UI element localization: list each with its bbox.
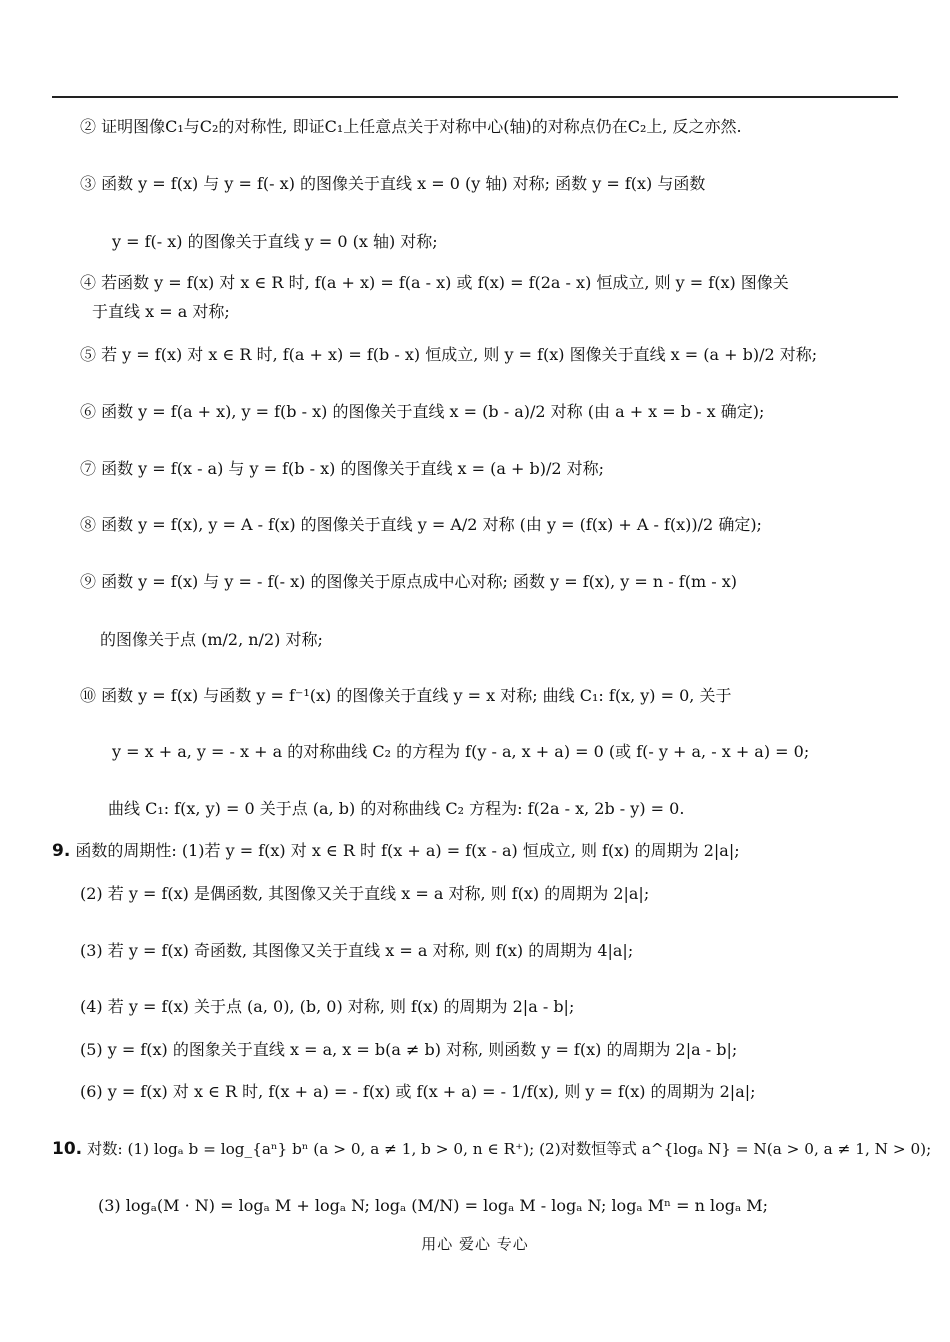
line-symmetry-3: ③ 函数 y = f(x) 与 y = f(- x) 的图像关于直线 x = 0 (y 轴) 对称; 函数 y = f(x) 与函数: [80, 174, 706, 193]
line-symmetry-10-curve: 曲线 C₁: f(x, y) = 0 关于点 (a, b) 的对称曲线 C₂ 方程为: f(2a - x, 2b - y) = 0.: [108, 799, 685, 818]
line-symmetry-6: ⑥ 函数 y = f(a + x), y = f(b - x) 的图像关于直线 x = (b - a)/2 对称 (由 a + x = b - x 确定);: [80, 402, 765, 421]
footer-motto: 用心 爱心 专心: [421, 1235, 529, 1253]
line-symmetry-4-cont: 于直线 x = a 对称;: [92, 302, 230, 321]
line-period-6: (6) y = f(x) 对 x ∈ R 时, f(x + a) = - f(x) 或 f(x + a) = - 1/f(x), 则 y = f(x) 的周期为 2|a|;: [80, 1082, 756, 1101]
line-symmetry-5: ⑤ 若 y = f(x) 对 x ∈ R 时, f(a + x) = f(b - x) 恒成立, 则 y = f(x) 图像关于直线 x = (a + b)/2 对称;: [80, 345, 818, 364]
line-symmetry-10-cont: y = x + a, y = - x + a 的对称曲线 C₂ 的方程为 f(y - a, x + a) = 0 (或 f(- y + a, - x + a) = 0;: [112, 742, 810, 761]
section-10-text: 对数: (1) logₐ b = log_{aⁿ} bⁿ (a > 0, a ≠ 1, b > 0, n ∈ R⁺); (2)对数恒等式 a^{logₐ N} = N(a > 0, a ≠ 1, N > 0);: [86, 1140, 932, 1158]
line-symmetry-8: ⑧ 函数 y = f(x), y = A - f(x) 的图像关于直线 y = A/2 对称 (由 y = (f(x) + A - f(x))/2 确定);: [80, 515, 762, 534]
line-log-3: (3) logₐ(M · N) = logₐ M + logₐ N; logₐ (M/N) = logₐ M - logₐ N; logₐ Mⁿ = n logₐ M;: [98, 1196, 768, 1215]
line-symmetry-10: ⑩ 函数 y = f(x) 与函数 y = f⁻¹(x) 的图像关于直线 y = x 对称; 曲线 C₁: f(x, y) = 0, 关于: [80, 686, 732, 705]
line-period-3: (3) 若 y = f(x) 奇函数, 其图像又关于直线 x = a 对称, 则 f(x) 的周期为 4|a|;: [80, 941, 634, 960]
line-symmetry-2: ② 证明图像C₁与C₂的对称性, 即证C₁上任意点关于对称中心(轴)的对称点仍在C₂上, 反之亦然.: [80, 117, 742, 136]
section-9-text: 函数的周期性: (1)若 y = f(x) 对 x ∈ R 时 f(x + a) = f(x - a) 恒成立, 则 f(x) 的周期为 2|a|;: [75, 841, 740, 860]
line-symmetry-9-cont: 的图像关于点 (m/2, n/2) 对称;: [100, 630, 323, 649]
section-10-number: 10.: [52, 1139, 83, 1159]
line-period-2: (2) 若 y = f(x) 是偶函数, 其图像又关于直线 x = a 对称, 则 f(x) 的周期为 2|a|;: [80, 884, 650, 903]
line-symmetry-4: ④ 若函数 y = f(x) 对 x ∈ R 时, f(a + x) = f(a - x) 或 f(x) = f(2a - x) 恒成立, 则 y = f(x) 图像关: [80, 273, 789, 292]
section-10-heading: [52, 1138, 931, 1160]
line-symmetry-3-cont: y = f(- x) 的图像关于直线 y = 0 (x 轴) 对称;: [112, 232, 438, 251]
line-period-4: (4) 若 y = f(x) 关于点 (a, 0), (b, 0) 对称, 则 f(x) 的周期为 2|a - b|;: [80, 997, 575, 1016]
section-9-number: 9.: [52, 841, 71, 861]
section-9-heading: [52, 840, 740, 862]
top-rule: [52, 96, 898, 98]
line-symmetry-9: ⑨ 函数 y = f(x) 与 y = - f(- x) 的图像关于原点成中心对称; 函数 y = f(x), y = n - f(m - x): [80, 572, 737, 591]
line-period-5: (5) y = f(x) 的图象关于直线 x = a, x = b(a ≠ b) 对称, 则函数 y = f(x) 的周期为 2|a - b|;: [80, 1040, 738, 1059]
line-symmetry-7: ⑦ 函数 y = f(x - a) 与 y = f(b - x) 的图像关于直线 x = (a + b)/2 对称;: [80, 459, 605, 478]
